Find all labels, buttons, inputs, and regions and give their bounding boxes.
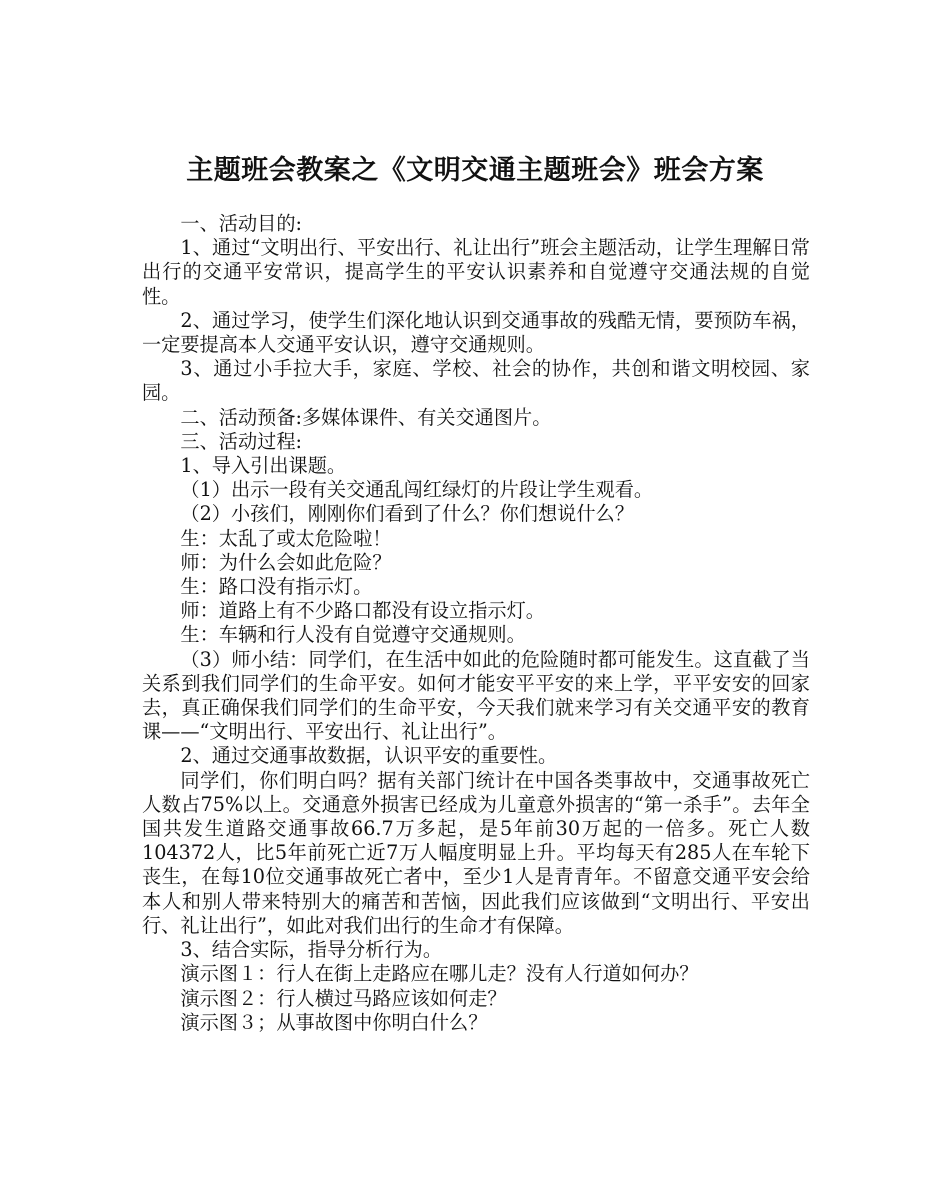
section-heading-purpose: 一、活动目的: [180,212,302,235]
paragraph: 3、通过小手拉大手，家庭、学校、社会的协作，共创和谐文明校园、家园。 [142,357,810,405]
paragraph: 3、结合实际，指导分析行为。 [180,938,443,962]
paragraph: 演示图２：行人横过马路应该如何走？ [180,986,507,1010]
dialogue-line: 生：车辆和行人没有自觉遵守交通规则。 [180,623,526,647]
paragraph: 演示图３；从事故图中你明白什么？ [180,1010,488,1034]
paragraph: 同学们，你们明白吗？据有关部门统计在中国各类事故中，交通事故死亡人数占75%以上。交通意外损害已经成为儿童意外损害的“第一杀手”。去年全国共发生道路交通事故66.7万多起，是5年前30万起的一倍多。死亡人数104372人，比5年前死亡近7万人幅度明显上升。平均每天有285人在车轮下丧生，在每10位交通事故死亡者中，至少1人是青青年。不留意交通平安会给本人和别人带来特别大的痛苦和苦恼，因此我们应该做到“文明出行、平安出行、礼让出行”，如此对我们出行的生命才有保障。 [142,768,810,937]
paragraph: 1、导入引出课题。 [180,454,347,478]
dialogue-line: 生：太乱了或太危险啦！ [180,526,392,550]
section-heading-preparation: 二、活动预备:多媒体课件、有关交通图片。 [180,405,552,429]
paragraph: （1）出示一段有关交通乱闯红绿灯的片段让学生观看。 [180,478,654,502]
dialogue-line: 生：路口没有指示灯。 [180,575,373,599]
dialogue-line: 师：道路上有不少路口都没有设立指示灯。 [180,599,545,623]
paragraph: 2、通过交通事故数据，认识平安的重要性。 [180,744,558,768]
dialogue-line: 师：为什么会如此危险？ [180,550,392,574]
section-heading-process: 三、活动过程: [180,429,302,453]
document-body [142,212,810,1035]
paragraph: 2、通过学习，使学生们深化地认识到交通事故的残酷无情，要预防车祸，一定要提高本人交通平安认识，遵守交通规则。 [142,308,810,357]
document-title: 主题班会教案之《文明交通主题班会》班会方案 [186,155,764,187]
paragraph: （3）师小结：同学们，在生活中如此的危险随时都可能发生。这直截了当关系到我们同学们的生命平安。如何才能安平平安的来上学，平平安安的回家去，真正确保我们同学们的生命平安，今天我们就来学习有关交通平安的教育课——“文明出行、平安出行、礼让出行”。 [142,647,810,744]
paragraph: 1、通过“文明出行、平安出行、礼让出行”班会主题活动，让学生理解日常出行的交通平安常识，提高学生的平安认识素养和自觉遵守交通法规的自觉性。 [142,236,810,308]
paragraph: 演示图１：行人在街上走路应在哪儿走？没有人行道如何办？ [180,962,699,986]
paragraph: （2）小孩们，刚刚你们看到了什么？你们想说什么？ [180,502,634,526]
